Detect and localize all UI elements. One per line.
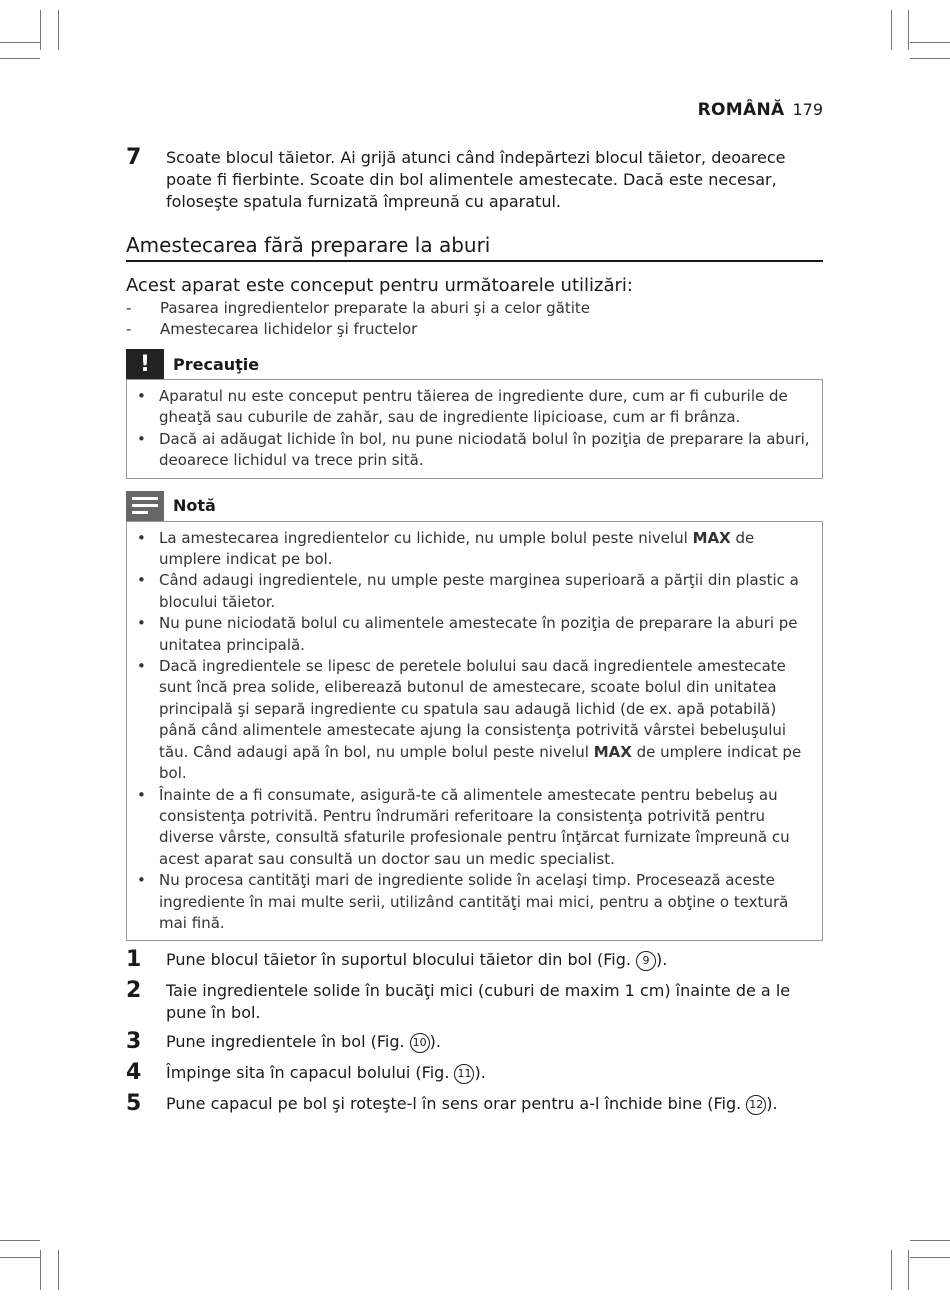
list-item: • Dacă ingredientele se lipesc de peretele bolului sau dacă ingredientele amestecate sunt încă prea solide, eliberează butonul de amestecare, scoate bolul din unitatea principală şi separă ingrediente cu spatula sau adaugă lichid (de ex. apă potabilă) până când alimentele amestecate ajung la consistenţa potrivită vârstei bebeluşului tău. Când adaugi apă în bol, nu umple bolul peste nivelul MAX de umplere indicat pe bol. (137, 657, 802, 783)
note-title: Notă (173, 496, 216, 516)
figure-number: 9 (636, 951, 656, 971)
crop-mark (910, 58, 950, 59)
caution-header (126, 349, 823, 379)
crop-mark (910, 1240, 950, 1241)
list-item: • Înainte de a fi consumate, asigură-te că alimentele amestecate pentru bebeluş au consistenţa potrivită. Pentru îndrumări referitoare la consistenţa potrivită pentru diverse vârste, consultă sfaturile profesionale pentru înţărcat furnizate împreună cu acest aparat sau consultă un doctor sau un medic specialist. (137, 785, 790, 868)
list-item: • Nu procesa cantităţi mari de ingrediente solide în acelaşi timp. Procesează aceste ingrediente în mai multe serii, utilizând cantităţi mai mici, pentru a obţine o textură mai fină. (137, 871, 789, 932)
crop-mark (910, 1257, 950, 1258)
list-item: - Pasarea ingredientelor preparate la aburi şi a celor gătite (126, 299, 590, 317)
step-text: Scoate blocul tăietor. Ai grijă atunci când îndepărtezi blocul tăietor, deoarece poate fi fierbinte. Scoate din bol alimentele amestecate. Dacă este necesar, foloseşte spatula furnizată împreună cu aparatul. (166, 148, 786, 211)
step-number: 7 (126, 145, 142, 170)
step-2: 2 Taie ingredientele solide în bucăţi mici (cuburi de maxim 1 cm) înainte de a le pune în bol. (126, 978, 791, 1023)
crop-mark (891, 10, 892, 50)
crop-mark (908, 1250, 909, 1290)
crop-mark (910, 42, 950, 43)
figure-number: 12 (746, 1095, 766, 1115)
list-item: • Aparatul nu este conceput pentru tăierea de ingrediente dure, cum ar fi cuburile de gheaţă sau cuburile de zahăr, sau de ingrediente lipicioase, cum ar fi brânza. (137, 387, 788, 427)
note-lines-icon (126, 491, 164, 521)
step-5: 5 Pune capacul pe bol şi roteşte-l în sens orar pentru a-l închide bine (Fig. 12 ). (126, 1091, 778, 1117)
crop-mark (40, 10, 41, 50)
steps-list (126, 947, 823, 1117)
list-item: - Amestecarea lichidelor şi fructelor (126, 320, 418, 338)
step-4: 4 Împinge sita în capacul bolului (Fig. 11 ). (126, 1060, 486, 1086)
crop-mark (891, 1250, 892, 1290)
step-1: 1 Pune blocul tăietor în suportul blocului tăietor din bol (Fig. 9 ). (126, 947, 668, 973)
crop-mark (0, 58, 40, 59)
language-label: ROMÂNĂ (697, 100, 785, 120)
figure-number: 10 (410, 1033, 430, 1053)
crop-mark (40, 1250, 41, 1290)
crop-mark (58, 10, 59, 50)
note-list (135, 528, 812, 935)
crop-mark (0, 42, 40, 43)
note-box (126, 521, 823, 942)
section-intro: Acest aparat este conceput pentru următoarele utilizări: (126, 275, 633, 296)
note-header (126, 491, 823, 521)
page-content (126, 145, 823, 1122)
uses-list (126, 298, 823, 340)
step-3: 3 Pune ingredientele în bol (Fig. 10 ). (126, 1029, 441, 1055)
page-number: 179 (792, 100, 823, 119)
crop-mark (0, 1257, 40, 1258)
crop-mark (58, 1250, 59, 1290)
list-item: • Nu pune niciodată bolul cu alimentele amestecate în poziţia de preparare la aburi pe unitatea principală. (137, 614, 798, 654)
step-7 (126, 145, 823, 213)
section-title: Amestecarea fără preparare la aburi (126, 233, 823, 262)
figure-number: 11 (454, 1064, 474, 1084)
page-header (698, 100, 823, 120)
list-item: • La amestecarea ingredientelor cu lichide, nu umple bolul peste nivelul MAX de umplere indicat pe bol. (137, 528, 755, 569)
crop-mark (908, 10, 909, 50)
list-item: • Dacă ai adăugat lichide în bol, nu pune niciodată bolul în poziţia de preparare la aburi, deoarece lichidul va trece prin sită. (137, 429, 810, 470)
crop-mark (0, 1240, 40, 1241)
caution-box (126, 379, 823, 479)
exclamation-icon: ! (126, 349, 164, 379)
caution-title: Precauţie (173, 354, 260, 374)
caution-list (135, 386, 812, 472)
list-item: • Când adaugi ingredientele, nu umple peste marginea superioară a părţii din plastic a blocului tăietor. (137, 571, 799, 611)
